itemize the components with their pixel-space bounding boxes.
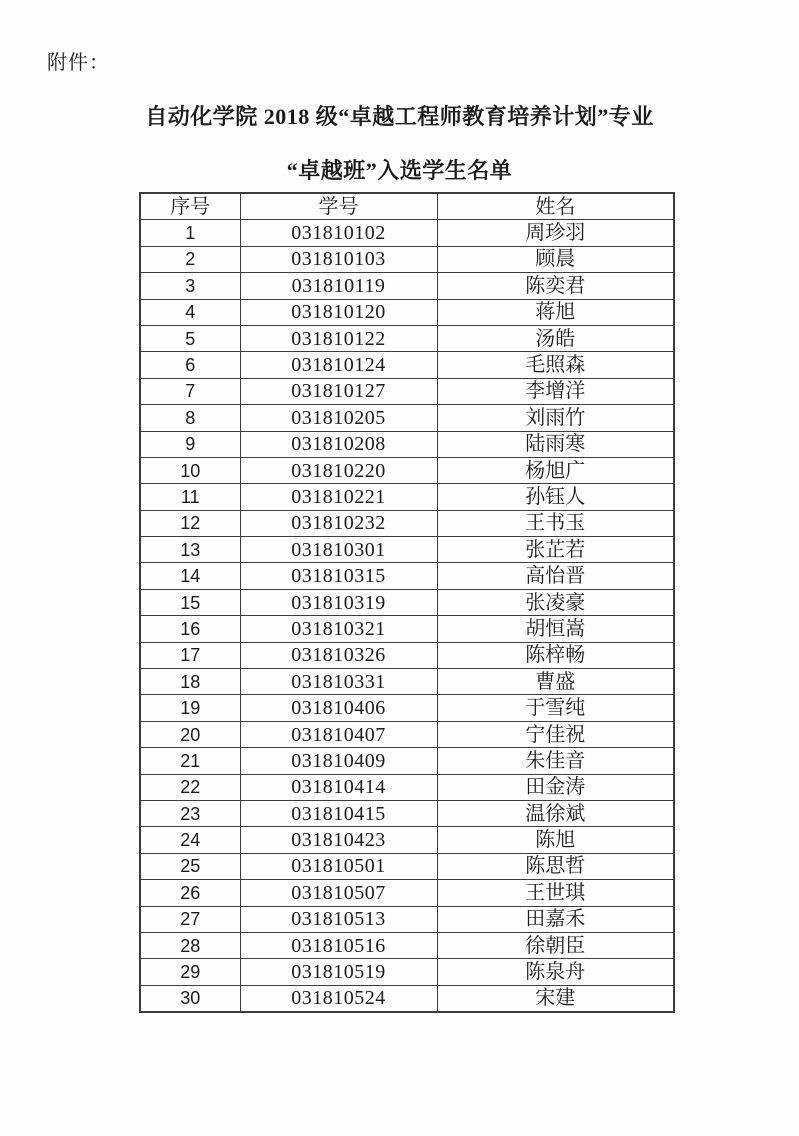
document-title-line1: 自动化学院 2018 级“卓越工程师教育培养计划”专业 xyxy=(145,104,654,129)
table-row xyxy=(140,325,674,351)
cell-student-id: 031810120 xyxy=(240,299,437,325)
cell-student-id: 031810315 xyxy=(240,563,437,589)
cell-sequence-number: 23 xyxy=(140,800,240,826)
student-roster-table xyxy=(139,192,675,1013)
table-row xyxy=(140,827,674,853)
cell-student-name: 杨旭广 xyxy=(437,457,674,483)
cell-sequence-number: 28 xyxy=(140,932,240,958)
cell-student-id: 031810501 xyxy=(240,853,437,879)
cell-sequence-number: 27 xyxy=(140,906,240,932)
cell-sequence-number: 11 xyxy=(140,484,240,510)
cell-student-name: 陈旭 xyxy=(437,827,674,853)
cell-student-name: 陈奕君 xyxy=(437,273,674,299)
column-header-student-name: 姓名 xyxy=(437,193,674,220)
table-row xyxy=(140,774,674,800)
cell-student-id: 031810524 xyxy=(240,985,437,1012)
table-row xyxy=(140,510,674,536)
cell-student-id: 031810122 xyxy=(240,325,437,351)
cell-sequence-number: 5 xyxy=(140,325,240,351)
cell-student-id: 031810124 xyxy=(240,352,437,378)
cell-student-name: 张芷若 xyxy=(437,537,674,563)
table-row xyxy=(140,959,674,985)
cell-sequence-number: 22 xyxy=(140,774,240,800)
table-row xyxy=(140,642,674,668)
table-row xyxy=(140,431,674,457)
table-row xyxy=(140,220,674,246)
table-row xyxy=(140,484,674,510)
table-row xyxy=(140,352,674,378)
cell-student-name: 宋建 xyxy=(437,985,674,1012)
cell-student-name: 李增洋 xyxy=(437,378,674,404)
table-row xyxy=(140,537,674,563)
table-row xyxy=(140,906,674,932)
table-row xyxy=(140,880,674,906)
cell-student-name: 张凌豪 xyxy=(437,589,674,615)
cell-student-id: 031810423 xyxy=(240,827,437,853)
cell-sequence-number: 17 xyxy=(140,642,240,668)
cell-student-id: 031810319 xyxy=(240,589,437,615)
cell-student-id: 031810326 xyxy=(240,642,437,668)
cell-student-id: 031810414 xyxy=(240,774,437,800)
cell-student-name: 王书玉 xyxy=(437,510,674,536)
cell-student-name: 胡恒嵩 xyxy=(437,616,674,642)
table-row xyxy=(140,405,674,431)
cell-student-name: 曹盛 xyxy=(437,669,674,695)
cell-student-name: 田嘉禾 xyxy=(437,906,674,932)
cell-sequence-number: 7 xyxy=(140,378,240,404)
cell-student-name: 田金涛 xyxy=(437,774,674,800)
cell-sequence-number: 10 xyxy=(140,457,240,483)
cell-student-id: 031810127 xyxy=(240,378,437,404)
cell-sequence-number: 1 xyxy=(140,220,240,246)
cell-student-name: 温徐斌 xyxy=(437,800,674,826)
cell-sequence-number: 13 xyxy=(140,537,240,563)
table-row xyxy=(140,246,674,272)
cell-sequence-number: 9 xyxy=(140,431,240,457)
cell-student-name: 汤皓 xyxy=(437,325,674,351)
cell-student-name: 王世琪 xyxy=(437,880,674,906)
cell-sequence-number: 14 xyxy=(140,563,240,589)
table-row xyxy=(140,853,674,879)
cell-student-id: 031810519 xyxy=(240,959,437,985)
cell-student-id: 031810331 xyxy=(240,669,437,695)
table-row xyxy=(140,616,674,642)
cell-student-name: 蒋旭 xyxy=(437,299,674,325)
table-row xyxy=(140,721,674,747)
cell-student-name: 陈思哲 xyxy=(437,853,674,879)
cell-sequence-number: 18 xyxy=(140,669,240,695)
cell-student-name: 陈泉舟 xyxy=(437,959,674,985)
cell-sequence-number: 3 xyxy=(140,273,240,299)
cell-student-name: 顾晨 xyxy=(437,246,674,272)
cell-sequence-number: 26 xyxy=(140,880,240,906)
cell-student-id: 031810220 xyxy=(240,457,437,483)
cell-student-id: 031810321 xyxy=(240,616,437,642)
cell-student-name: 宁佳祝 xyxy=(437,721,674,747)
cell-sequence-number: 15 xyxy=(140,589,240,615)
table-body xyxy=(140,220,674,1012)
cell-student-id: 031810208 xyxy=(240,431,437,457)
cell-student-name: 陈梓畅 xyxy=(437,642,674,668)
table-row xyxy=(140,563,674,589)
cell-student-name: 高怡晋 xyxy=(437,563,674,589)
table-row xyxy=(140,378,674,404)
cell-sequence-number: 25 xyxy=(140,853,240,879)
table-row xyxy=(140,985,674,1012)
cell-sequence-number: 12 xyxy=(140,510,240,536)
document-title-line2: “卓越班”入选学生名单 xyxy=(286,158,513,183)
cell-sequence-number: 24 xyxy=(140,827,240,853)
cell-sequence-number: 21 xyxy=(140,748,240,774)
cell-student-id: 031810516 xyxy=(240,932,437,958)
cell-sequence-number: 2 xyxy=(140,246,240,272)
cell-student-id: 031810301 xyxy=(240,537,437,563)
cell-student-id: 031810406 xyxy=(240,695,437,721)
cell-student-name: 于雪纯 xyxy=(437,695,674,721)
cell-student-id: 031810415 xyxy=(240,800,437,826)
cell-sequence-number: 6 xyxy=(140,352,240,378)
cell-student-id: 031810103 xyxy=(240,246,437,272)
table-row xyxy=(140,273,674,299)
cell-student-name: 朱佳音 xyxy=(437,748,674,774)
table-row xyxy=(140,589,674,615)
cell-student-name: 毛照森 xyxy=(437,352,674,378)
table-row xyxy=(140,669,674,695)
cell-student-name: 周珍羽 xyxy=(437,220,674,246)
cell-student-name: 徐朝臣 xyxy=(437,932,674,958)
table-header-row xyxy=(140,193,674,220)
cell-sequence-number: 30 xyxy=(140,985,240,1012)
table-row xyxy=(140,748,674,774)
cell-student-id: 031810102 xyxy=(240,220,437,246)
cell-sequence-number: 19 xyxy=(140,695,240,721)
cell-student-id: 031810513 xyxy=(240,906,437,932)
cell-student-id: 031810507 xyxy=(240,880,437,906)
table-row xyxy=(140,457,674,483)
cell-student-id: 031810232 xyxy=(240,510,437,536)
cell-student-name: 刘雨竹 xyxy=(437,405,674,431)
cell-student-id: 031810407 xyxy=(240,721,437,747)
column-header-student-id: 学号 xyxy=(240,193,437,220)
attachment-label: 附件： xyxy=(47,52,110,74)
cell-student-id: 031810409 xyxy=(240,748,437,774)
table-row xyxy=(140,800,674,826)
cell-student-name: 陆雨寒 xyxy=(437,431,674,457)
cell-sequence-number: 16 xyxy=(140,616,240,642)
cell-student-id: 031810221 xyxy=(240,484,437,510)
cell-sequence-number: 8 xyxy=(140,405,240,431)
cell-student-id: 031810119 xyxy=(240,273,437,299)
cell-student-id: 031810205 xyxy=(240,405,437,431)
column-header-sequence-number: 序号 xyxy=(140,193,240,220)
cell-student-name: 孙钰人 xyxy=(437,484,674,510)
cell-sequence-number: 20 xyxy=(140,721,240,747)
cell-sequence-number: 29 xyxy=(140,959,240,985)
cell-sequence-number: 4 xyxy=(140,299,240,325)
table-row xyxy=(140,932,674,958)
table-row xyxy=(140,299,674,325)
table-row xyxy=(140,695,674,721)
